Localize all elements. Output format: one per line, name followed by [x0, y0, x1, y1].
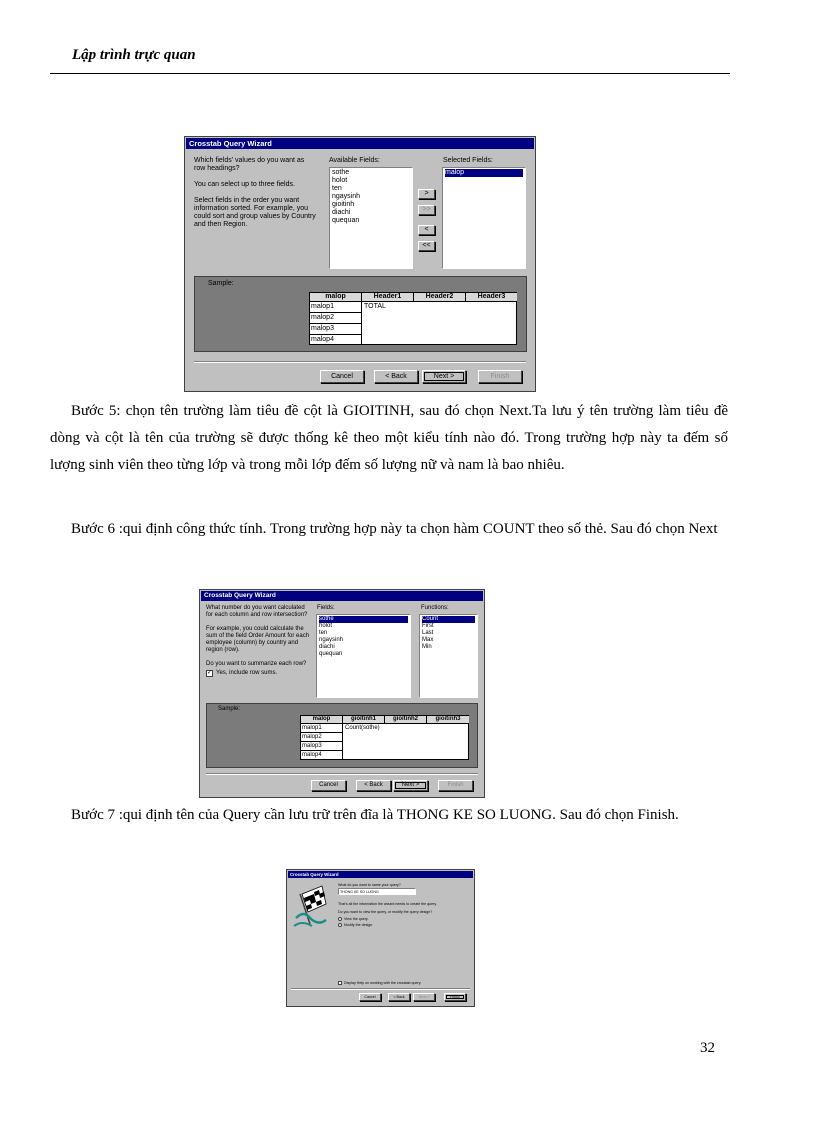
instruction-line: Select fields in the order you want — [194, 197, 300, 204]
sample-grid — [300, 715, 469, 760]
available-fields-label: Available Fields: — [329, 157, 380, 164]
sample-label: Sample: — [208, 280, 234, 287]
instruction-line: Do you want to summarize each row? — [206, 661, 307, 667]
list-item[interactable]: Min — [422, 644, 432, 650]
step5-paragraph: Bước 5: chọn tên trường làm tiêu đề cột là GIOITINH, sau đó chọn Next.Ta lưu ý tên trường làm tiêu đề dòng và cột là tên của trường sẽ được thống kê theo một kiểu tính nào đó. Trong trường hợp này ta đếm số lượng sinh viên theo từng lớp và trong mỗi lớp đếm số lượng nữ và nam là bao nhiêu. — [50, 403, 728, 473]
fields-list[interactable] — [316, 614, 411, 698]
view-query-radio[interactable] — [338, 917, 342, 921]
instruction-line: information sorted. For example, you — [194, 205, 308, 212]
available-fields-list[interactable] — [329, 167, 413, 269]
query-name-input[interactable]: THONG KE SO LUONG — [338, 888, 416, 895]
sample-grid — [309, 292, 517, 345]
instruction-line: row headings? — [194, 165, 240, 172]
finish-button[interactable]: Finish — [478, 370, 522, 383]
grid-header: gioitinh2 — [385, 716, 427, 724]
instruction-line: Which fields' values do you want as — [194, 157, 305, 164]
functions-list[interactable] — [419, 614, 478, 698]
add-field-button[interactable]: > — [418, 189, 435, 199]
cancel-button[interactable]: Cancel — [359, 993, 381, 1001]
dialog-divider — [194, 361, 526, 363]
instruction-line — [206, 619, 318, 626]
finish-button[interactable]: Finish — [444, 993, 466, 1001]
grid-row-header: malop2 — [310, 313, 362, 324]
dialog-title-bar: Crosstab Query Wizard — [186, 138, 534, 149]
instruction-line — [194, 189, 329, 197]
back-button[interactable]: < Back — [374, 370, 418, 383]
instruction-line: could sort and group values by Country — [194, 213, 316, 220]
sample-preview-panel — [206, 703, 478, 768]
grid-row-header: malop4 — [310, 335, 362, 345]
list-item[interactable]: Max — [422, 637, 434, 643]
next-button[interactable]: Next > — [422, 370, 466, 383]
list-item[interactable]: First — [422, 623, 434, 629]
crosstab-wizard-finish-dialog — [286, 869, 475, 1007]
dialog-divider — [291, 988, 470, 990]
list-item[interactable]: malop — [445, 169, 523, 177]
list-item[interactable]: quequan — [319, 651, 343, 657]
list-item[interactable]: sothe — [332, 169, 350, 176]
grid-row-header: malop3 — [301, 742, 343, 751]
finish-button[interactable]: Finish — [438, 780, 473, 791]
dialog-divider — [206, 773, 478, 775]
list-item[interactable]: Count — [422, 616, 475, 623]
grid-value-cell: Count(sothe) — [345, 725, 380, 731]
grid-header: malop — [301, 716, 343, 724]
row-sums-checkbox-label: Yes, include row sums. — [216, 670, 278, 676]
add-all-fields-button[interactable]: >> — [418, 205, 435, 215]
fields-label: Fields: — [317, 605, 335, 611]
grid-header: gioitinh1 — [343, 716, 385, 724]
list-item[interactable]: diachi — [332, 209, 351, 216]
instruction-line: employee (column) by country and — [206, 640, 299, 646]
sample-label: Sample: — [218, 706, 241, 712]
instruction-line: region (row). — [206, 647, 240, 653]
row-sums-checkbox[interactable]: ✓ — [207, 670, 213, 676]
list-item[interactable]: holot — [319, 623, 333, 629]
grid-header: Header3 — [466, 293, 517, 302]
view-query-label: View the query. — [344, 917, 369, 921]
checkered-flag-icon — [292, 882, 332, 930]
modify-design-radio[interactable] — [338, 923, 342, 927]
instruction-line: sum of the field Order Amount for each — [206, 633, 310, 639]
remove-field-button[interactable]: < — [418, 225, 435, 235]
instruction-line — [194, 173, 329, 181]
list-item[interactable]: holot — [332, 177, 348, 184]
wizard-info-text: That's all the information the wizard needs to create the query. — [338, 902, 437, 906]
list-item[interactable]: quequan — [332, 217, 360, 224]
query-name-question: What do you want to name your query? — [338, 883, 401, 887]
list-item[interactable]: Last — [422, 630, 434, 636]
crosstab-wizard-row-headings-dialog — [184, 136, 536, 392]
list-item[interactable]: ten — [332, 185, 342, 192]
grid-header: Header1 — [362, 293, 414, 302]
list-item[interactable]: sothe — [319, 616, 408, 623]
instruction-line: What number do you want calculated — [206, 605, 305, 611]
instruction-line: and then Region. — [194, 221, 248, 228]
remove-all-fields-button[interactable]: << — [418, 241, 435, 251]
modify-design-label: Modify the design. — [344, 923, 374, 927]
grid-value-cell: TOTAL — [364, 303, 386, 310]
list-item[interactable]: gioitinh — [332, 201, 355, 208]
functions-label: Functions: — [421, 605, 449, 611]
list-item[interactable]: ten — [319, 630, 328, 636]
grid-header: gioitinh3 — [427, 716, 469, 724]
page-number: 32 — [700, 1040, 715, 1056]
grid-row-header: malop2 — [301, 733, 343, 742]
dialog-title-bar: Crosstab Query Wizard — [201, 591, 483, 601]
selected-fields-label: Selected Fields: — [443, 157, 493, 164]
header-divider — [50, 73, 730, 74]
back-button[interactable]: < Back — [388, 993, 410, 1001]
instructions-text — [206, 605, 318, 668]
view-or-modify-question: Do you want to view the query, or modify the query design? — [338, 910, 433, 914]
sample-preview-panel — [194, 276, 527, 352]
list-item[interactable]: ngaysinh — [319, 637, 344, 643]
grid-row-header: malop1 — [310, 302, 362, 313]
selected-fields-list[interactable] — [442, 167, 526, 269]
step6-paragraph: Bước 6 :qui định công thức tính. Trong trường hợp này ta chọn hàm COUNT theo số thẻ. Sau đó chọn Next — [71, 521, 718, 537]
instruction-line: For example, you could calculate the — [206, 626, 304, 632]
dialog-title-bar: Crosstab Query Wizard — [288, 871, 473, 878]
instructions-text — [194, 157, 329, 229]
display-help-label: Display Help on working with the crosstab query. — [344, 981, 422, 985]
grid-header: malop — [310, 293, 362, 302]
display-help-checkbox[interactable] — [338, 981, 342, 985]
page-header-title: Lập trình trực quan — [72, 47, 196, 63]
list-item[interactable]: ngaysinh — [332, 193, 361, 200]
next-button[interactable]: Next > — [413, 993, 435, 1001]
grid-row-header: malop1 — [301, 724, 343, 733]
instruction-line: for each column and row intersection? — [206, 612, 308, 618]
step7-paragraph: Bước 7 :qui định tên của Query cần lưu trữ trên đĩa là THONG KE SO LUONG. Sau đó chọn Finish. — [71, 807, 679, 823]
cancel-button[interactable]: Cancel — [311, 780, 346, 791]
instruction-line: You can select up to three fields. — [194, 181, 295, 188]
grid-row-header: malop3 — [310, 324, 362, 335]
crosstab-wizard-calculation-dialog — [199, 589, 485, 798]
back-button[interactable]: < Back — [356, 780, 391, 791]
grid-row-header: malop4 — [301, 751, 343, 760]
next-button[interactable]: Next > — [393, 780, 428, 791]
instruction-line — [206, 654, 318, 661]
list-item[interactable]: diachi — [319, 644, 335, 650]
cancel-button[interactable]: Cancel — [320, 370, 364, 383]
grid-header: Header2 — [414, 293, 466, 302]
